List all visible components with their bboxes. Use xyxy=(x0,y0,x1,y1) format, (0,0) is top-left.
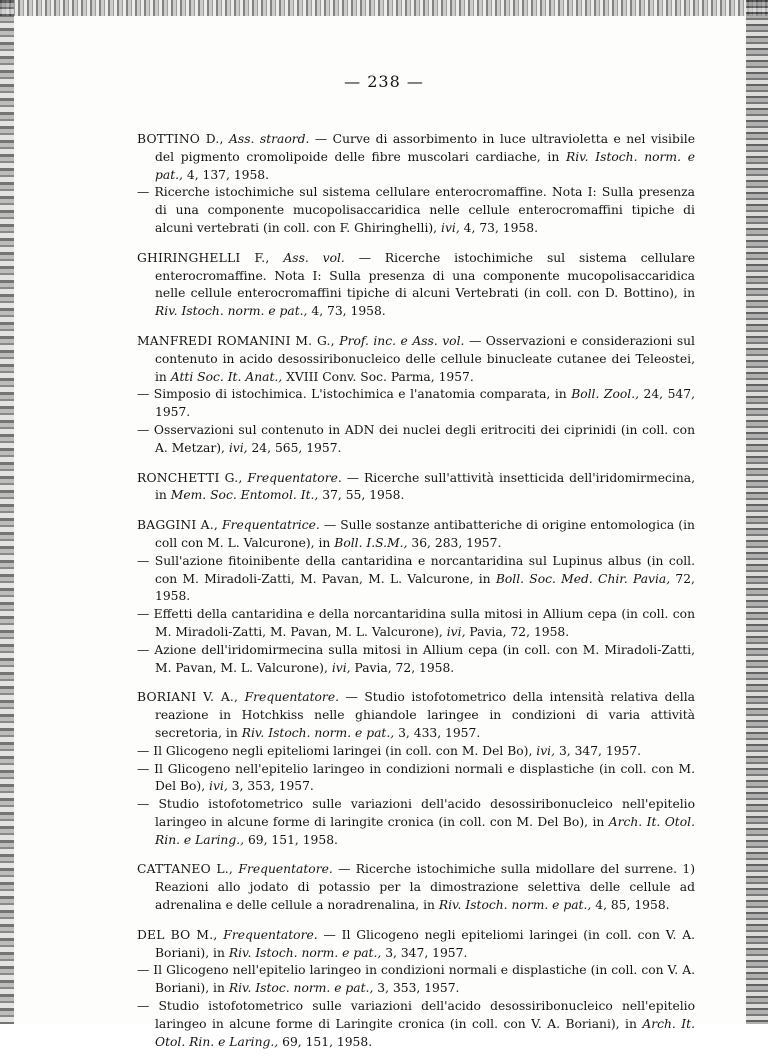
publication-title: — Sull'azione fitoinibente della cantaridina e norcantaridina sul Lupinus albus (in coll. con M. Miradoli-Zatti, M. Pavan, M. L. Valcurone, in xyxy=(137,553,695,586)
publication-title: — Il Glicogeno negli epiteliomi laringei (in coll. con V. A. Boriani), in xyxy=(155,927,695,960)
publication-title: — Curve di assorbimento in luce ultravioletta e nel visibile del pigmento cromolipoide delle fibre muscolari cardiache, in xyxy=(155,132,695,164)
publication-reference: 3, 353, 1957. xyxy=(377,981,460,996)
publication-item xyxy=(137,131,695,184)
journal-name: Riv. Istoch. norm. e pat., xyxy=(228,945,382,960)
bibliography-entry xyxy=(137,131,695,238)
author-name: DEL BO M., xyxy=(137,927,218,942)
bibliography-list xyxy=(137,131,695,1063)
publication-item xyxy=(137,250,695,321)
author-role: Frequentatore. xyxy=(244,690,339,705)
bibliography-entry xyxy=(137,689,695,849)
author-name: GHIRINGHELLI F., xyxy=(137,250,270,265)
journal-name: Riv. Istoch. norm. e pat., xyxy=(155,149,695,182)
publication-title: — Sulle sostanze antibatteriche di origine entomologica (in coll con M. L. Valcurone), in xyxy=(155,518,695,550)
scan-edge-left xyxy=(0,0,14,1024)
author-name: RONCHETTI G., xyxy=(137,470,243,485)
publication-title: — Ricerche istochimiche sul sistema cellulare enterocromaffine. Nota I: Sulla presenza di una componente mucopolisaccaridica nelle cellule enterocromaffini tipiche di alcuni Vertebrati (in coll. con D. Bottino), in xyxy=(155,250,695,301)
journal-name: ivi, xyxy=(441,220,460,235)
journal-name: ivi, xyxy=(536,743,556,758)
publication-title: — Ricerche sull'attività insetticida dell'iridomirmecina, in xyxy=(155,470,695,503)
publication-item xyxy=(137,861,695,914)
publication-item xyxy=(137,642,695,678)
author-name: MANFREDI ROMANINI M. G., xyxy=(137,333,335,348)
publication-item xyxy=(137,998,695,1051)
author-role: Ass. vol. xyxy=(283,250,345,265)
publication-reference: 3, 433, 1957. xyxy=(398,725,481,740)
publication-reference: 3, 353, 1957. xyxy=(231,779,314,794)
publication-reference: 69, 151, 1958. xyxy=(282,1034,373,1049)
author-role: Prof. inc. e Ass. vol. xyxy=(339,333,465,348)
publication-title: — Effetti della cantaridina e della norcantaridina sulla mitosi in Allium cepa (in coll. con M. Miradoli-Zatti, M. Pavan, M. L. Valcurone), xyxy=(137,607,695,639)
publication-title: — Il Glicogeno nell'epitelio laringeo in condizioni normali e displastiche (in coll. con M. Del Bo), xyxy=(137,761,695,794)
publication-item xyxy=(137,553,695,606)
bibliography-entry xyxy=(137,517,695,677)
author-role: Ass. straord. xyxy=(229,132,310,146)
publication-reference: 37, 55, 1958. xyxy=(322,488,405,503)
publication-reference: 4, 73, 1958. xyxy=(463,220,538,235)
journal-name: Boll. Soc. Med. Chir. Pavia, xyxy=(495,571,671,586)
publication-item xyxy=(137,422,695,458)
publication-reference: Pavia, 72, 1958. xyxy=(469,624,570,639)
publication-title: — Studio istofotometrico sulle variazioni dell'acido desossiribonucleico nell'epitelio laringeo in alcune forme di laringite cronica (in coll. con M. Del Bo), in xyxy=(137,797,695,829)
journal-name: ivi, xyxy=(209,779,228,794)
publication-item xyxy=(137,796,695,849)
publication-title: — Osservazioni e considerazioni sul contenuto in acido desossiribonucleico delle cellule binucleate cutanee dei Teleostei, in xyxy=(155,333,695,384)
bibliography-entry xyxy=(137,861,695,914)
publication-reference: 3, 347, 1957. xyxy=(558,743,642,758)
publication-reference: 4, 137, 1958. xyxy=(186,167,270,182)
publication-title: — Studio istofotometrico della intensità relativa della reazione in Hotchkiss nelle ghiandole laringee in condizioni di varia attività secretoria, in xyxy=(155,690,695,740)
publication-reference: 24, 565, 1957. xyxy=(251,440,342,455)
author-role: Frequentatore. xyxy=(247,470,342,485)
publication-reference: 4, 85, 1958. xyxy=(595,898,670,913)
publication-title: — Azione dell'iridomirmecina sulla mitosi in Allium cepa (in coll. con M. Miradoli-Zatti, M. Pavan, M. L. Valcurone), xyxy=(137,642,695,675)
publication-item xyxy=(137,761,695,797)
bibliography-entry xyxy=(137,927,695,1052)
publication-item xyxy=(137,962,695,998)
publication-item xyxy=(137,743,695,761)
author-name: BAGGINI A., xyxy=(137,518,218,533)
journal-name: Arch. It. Otol. Rin. e Laring., xyxy=(155,1016,695,1049)
journal-name: ivi, xyxy=(331,660,351,675)
author-role: Frequentatore. xyxy=(238,862,333,877)
publication-title: — Il Glicogeno nell'epitelio laringeo in condizioni normali e displastiche (in coll. con V. A. Boriani), in xyxy=(137,963,695,996)
journal-name: Atti Soc. It. Anat., xyxy=(170,369,283,384)
journal-name: Riv. Istoch. norm. e pat., xyxy=(155,304,308,319)
publication-item xyxy=(137,606,695,642)
publication-item xyxy=(137,517,695,553)
publication-title: — Il Glicogeno negli epiteliomi laringei (in coll. con M. Del Bo), xyxy=(137,743,533,758)
scan-edge-right xyxy=(746,0,768,1024)
publication-reference: 4, 73, 1958. xyxy=(311,304,386,319)
bibliography-entry xyxy=(137,470,695,506)
publication-reference: 36, 283, 1957. xyxy=(411,535,502,550)
publication-item xyxy=(137,470,695,506)
journal-name: ivi, xyxy=(446,624,466,639)
scan-edge-top xyxy=(0,0,768,16)
publication-reference: 72, 1958. xyxy=(155,571,695,604)
page-number: — 238 — xyxy=(344,72,424,91)
publication-reference: 69, 151, 1958. xyxy=(247,832,338,847)
author-name: CATTANEO L., xyxy=(137,862,234,877)
publication-title: — Ricerche istochimiche sul sistema cellulare enterocromaffine. Nota I: Sulla presenza di una componente mucopolisaccaridica nelle cellule enterocromaffini tipiche di alcuni vertebrati (in coll. con F. Ghiringhelli), xyxy=(137,185,695,235)
journal-name: Riv. Istoch. norm. e pat., xyxy=(438,898,592,913)
publication-item xyxy=(137,184,695,237)
journal-name: Boll. Zool., xyxy=(571,387,640,402)
publication-item xyxy=(137,689,695,742)
publication-title: — Osservazioni sul contenuto in ADN dei nuclei degli eritrociti dei ciprinidi (in coll. con A. Metzar), xyxy=(137,422,695,455)
publication-reference: Pavia, 72, 1958. xyxy=(354,660,455,675)
publication-item xyxy=(137,333,695,386)
publication-item xyxy=(137,927,695,963)
publication-title: — Simposio di istochimica. L'istochimica e l'anatomia comparata, in xyxy=(137,387,567,402)
journal-name: Riv. Istoc. norm. e pat., xyxy=(228,981,374,996)
journal-name: Mem. Soc. Entomol. It., xyxy=(170,488,319,503)
publication-title: — Ricerche istochimiche sulla midollare del surrene. 1) Reazioni allo jodato di potassio per la dimostrazione selettiva delle cellule ad adrenalina e delle cellule a noradrenalina, in xyxy=(155,862,696,913)
publication-item xyxy=(137,386,695,422)
publication-title: — Studio istofotometrico sulle variazioni dell'acido desossiribonucleico nell'epitelio laringeo in alcune forme di Laringite cronica (in coll. con V. A. Boriani), in xyxy=(137,999,695,1031)
author-name: BOTTINO D., xyxy=(137,132,224,146)
journal-name: Boll. I.S.M., xyxy=(334,535,408,550)
journal-name: Arch. It. Otol. Rin. e Laring., xyxy=(155,814,695,847)
publication-reference: XVIII Conv. Soc. Parma, 1957. xyxy=(286,369,474,384)
author-role: Frequentatore. xyxy=(223,927,318,942)
publication-reference: 3, 347, 1957. xyxy=(385,945,468,960)
bibliography-entry xyxy=(137,250,695,321)
author-role: Frequentatrice. xyxy=(222,518,320,533)
journal-name: Riv. Istoch. norm. e pat., xyxy=(241,725,395,740)
publication-reference: 24, 547, 1957. xyxy=(155,387,695,420)
author-name: BORIANI V. A., xyxy=(137,690,239,705)
bibliography-entry xyxy=(137,333,695,458)
journal-name: ivi, xyxy=(228,440,248,455)
